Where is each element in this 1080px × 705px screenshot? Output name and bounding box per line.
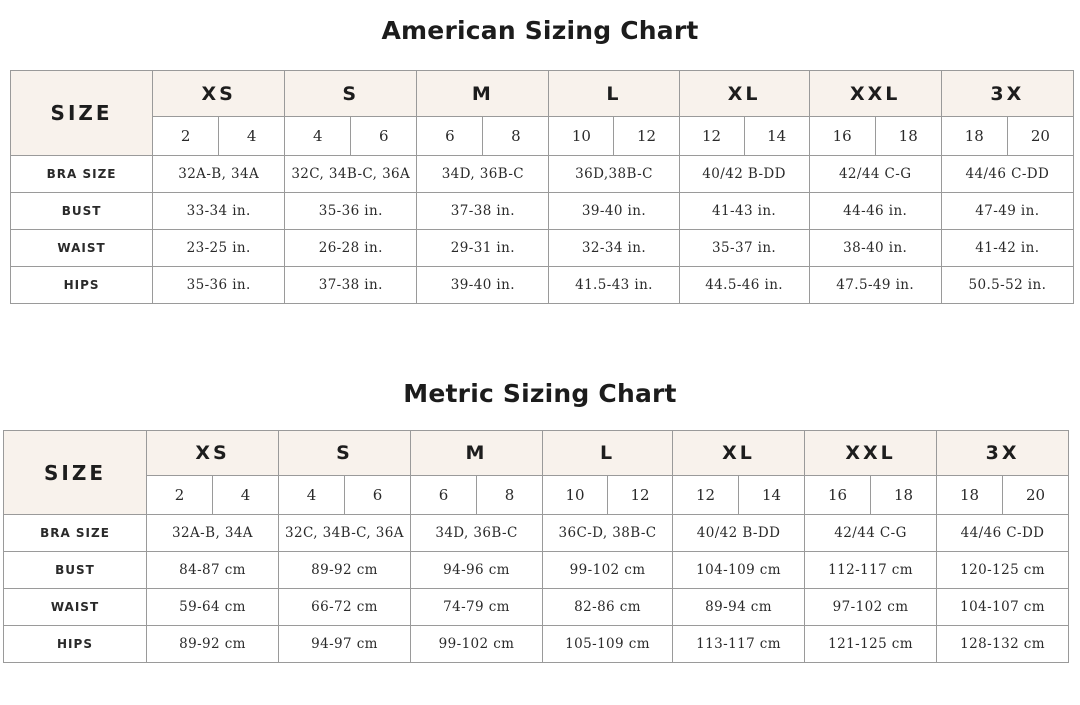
size-number: 2 bbox=[147, 476, 213, 515]
size-number: 20 bbox=[1007, 117, 1073, 156]
size-label-s: S bbox=[285, 71, 417, 117]
size-number: 4 bbox=[213, 476, 279, 515]
size-number: 6 bbox=[411, 476, 477, 515]
table-cell: 120-125 cm bbox=[937, 552, 1069, 589]
table-cell: 35-36 in. bbox=[285, 193, 417, 230]
size-number: 12 bbox=[673, 476, 739, 515]
hips-row bbox=[11, 267, 1074, 304]
size-number: 8 bbox=[477, 476, 543, 515]
size-number: 14 bbox=[739, 476, 805, 515]
table-cell: 33-34 in. bbox=[153, 193, 285, 230]
table-cell: 59-64 cm bbox=[147, 589, 279, 626]
table-cell: 41-43 in. bbox=[679, 193, 809, 230]
table-cell: 105-109 cm bbox=[543, 626, 673, 663]
table-cell: 47.5-49 in. bbox=[809, 267, 941, 304]
size-number: 10 bbox=[543, 476, 608, 515]
row-label: BUST bbox=[11, 193, 153, 230]
size-number-row bbox=[4, 476, 1069, 515]
size-number: 10 bbox=[549, 117, 614, 156]
size-label-xs: XS bbox=[153, 71, 285, 117]
table-cell: 37-38 in. bbox=[285, 267, 417, 304]
size-number: 8 bbox=[483, 117, 549, 156]
american-size-table bbox=[10, 70, 1074, 304]
table-cell: 94-97 cm bbox=[279, 626, 411, 663]
table-cell: 32A-B, 34A bbox=[147, 515, 279, 552]
table-cell: 36D,38B-C bbox=[549, 156, 679, 193]
table-cell: 38-40 in. bbox=[809, 230, 941, 267]
table-cell: 32C, 34B-C, 36A bbox=[285, 156, 417, 193]
size-label-l: L bbox=[543, 431, 673, 476]
bust-row bbox=[11, 193, 1074, 230]
size-number: 4 bbox=[285, 117, 351, 156]
row-label: BUST bbox=[4, 552, 147, 589]
table-cell: 35-36 in. bbox=[153, 267, 285, 304]
size-label-xl: XL bbox=[673, 431, 805, 476]
american-chart-title: American Sizing Chart bbox=[381, 16, 699, 45]
table-cell: 121-125 cm bbox=[805, 626, 937, 663]
size-number: 6 bbox=[345, 476, 411, 515]
table-cell: 40/42 B-DD bbox=[679, 156, 809, 193]
table-cell: 66-72 cm bbox=[279, 589, 411, 626]
table-cell: 34D, 36B-C bbox=[417, 156, 549, 193]
size-label-row bbox=[11, 71, 1074, 117]
size-number: 18 bbox=[941, 117, 1007, 156]
table-cell: 29-31 in. bbox=[417, 230, 549, 267]
table-cell: 39-40 in. bbox=[549, 193, 679, 230]
table-cell: 89-92 cm bbox=[279, 552, 411, 589]
table-cell: 35-37 in. bbox=[679, 230, 809, 267]
bra-size-row bbox=[4, 515, 1069, 552]
table-cell: 32C, 34B-C, 36A bbox=[279, 515, 411, 552]
table-cell: 89-92 cm bbox=[147, 626, 279, 663]
hips-row bbox=[4, 626, 1069, 663]
size-number: 2 bbox=[153, 117, 219, 156]
table-cell: 84-87 cm bbox=[147, 552, 279, 589]
row-label: WAIST bbox=[4, 589, 147, 626]
table-cell: 50.5-52 in. bbox=[941, 267, 1073, 304]
size-number: 6 bbox=[351, 117, 417, 156]
table-cell: 42/44 C-G bbox=[805, 515, 937, 552]
table-cell: 41.5-43 in. bbox=[549, 267, 679, 304]
table-cell: 42/44 C-G bbox=[809, 156, 941, 193]
table-cell: 99-102 cm bbox=[543, 552, 673, 589]
size-corner-label: SIZE bbox=[11, 71, 153, 156]
size-label-xl: XL bbox=[679, 71, 809, 117]
table-cell: 26-28 in. bbox=[285, 230, 417, 267]
size-label-s: S bbox=[279, 431, 411, 476]
table-cell: 112-117 cm bbox=[805, 552, 937, 589]
table-cell: 23-25 in. bbox=[153, 230, 285, 267]
row-label: BRA SIZE bbox=[11, 156, 153, 193]
size-label-xxl: XXL bbox=[809, 71, 941, 117]
row-label: BRA SIZE bbox=[4, 515, 147, 552]
table-cell: 104-107 cm bbox=[937, 589, 1069, 626]
size-number: 18 bbox=[871, 476, 937, 515]
bra-size-row bbox=[11, 156, 1074, 193]
row-label: HIPS bbox=[11, 267, 153, 304]
size-corner-label: SIZE bbox=[4, 431, 147, 515]
table-cell: 41-42 in. bbox=[941, 230, 1073, 267]
size-number-row bbox=[11, 117, 1074, 156]
size-number: 14 bbox=[744, 117, 809, 156]
size-label-row bbox=[4, 431, 1069, 476]
size-number: 16 bbox=[809, 117, 875, 156]
size-number: 12 bbox=[614, 117, 679, 156]
metric-size-table bbox=[3, 430, 1069, 663]
table-cell: 99-102 cm bbox=[411, 626, 543, 663]
size-label-3x: 3X bbox=[937, 431, 1069, 476]
table-cell: 94-96 cm bbox=[411, 552, 543, 589]
table-cell: 36C-D, 38B-C bbox=[543, 515, 673, 552]
size-number: 12 bbox=[679, 117, 744, 156]
size-number: 6 bbox=[417, 117, 483, 156]
table-cell: 39-40 in. bbox=[417, 267, 549, 304]
table-cell: 40/42 B-DD bbox=[673, 515, 805, 552]
table-cell: 82-86 cm bbox=[543, 589, 673, 626]
table-cell: 128-132 cm bbox=[937, 626, 1069, 663]
table-cell: 104-109 cm bbox=[673, 552, 805, 589]
metric-chart-title: Metric Sizing Chart bbox=[403, 379, 677, 408]
table-cell: 44-46 in. bbox=[809, 193, 941, 230]
table-cell: 32A-B, 34A bbox=[153, 156, 285, 193]
size-label-m: M bbox=[411, 431, 543, 476]
table-cell: 44/46 C-DD bbox=[941, 156, 1073, 193]
row-label: HIPS bbox=[4, 626, 147, 663]
table-cell: 47-49 in. bbox=[941, 193, 1073, 230]
table-cell: 32-34 in. bbox=[549, 230, 679, 267]
bust-row bbox=[4, 552, 1069, 589]
table-cell: 113-117 cm bbox=[673, 626, 805, 663]
size-number: 20 bbox=[1003, 476, 1069, 515]
size-label-xs: XS bbox=[147, 431, 279, 476]
table-cell: 97-102 cm bbox=[805, 589, 937, 626]
table-cell: 44/46 C-DD bbox=[937, 515, 1069, 552]
size-number: 4 bbox=[219, 117, 285, 156]
table-cell: 34D, 36B-C bbox=[411, 515, 543, 552]
size-label-xxl: XXL bbox=[805, 431, 937, 476]
size-number: 12 bbox=[608, 476, 673, 515]
size-label-3x: 3X bbox=[941, 71, 1073, 117]
table-cell: 37-38 in. bbox=[417, 193, 549, 230]
size-number: 16 bbox=[805, 476, 871, 515]
waist-row bbox=[4, 589, 1069, 626]
size-number: 4 bbox=[279, 476, 345, 515]
table-cell: 89-94 cm bbox=[673, 589, 805, 626]
size-label-m: M bbox=[417, 71, 549, 117]
table-cell: 74-79 cm bbox=[411, 589, 543, 626]
size-label-l: L bbox=[549, 71, 679, 117]
row-label: WAIST bbox=[11, 230, 153, 267]
size-number: 18 bbox=[875, 117, 941, 156]
waist-row bbox=[11, 230, 1074, 267]
table-cell: 44.5-46 in. bbox=[679, 267, 809, 304]
size-number: 18 bbox=[937, 476, 1003, 515]
